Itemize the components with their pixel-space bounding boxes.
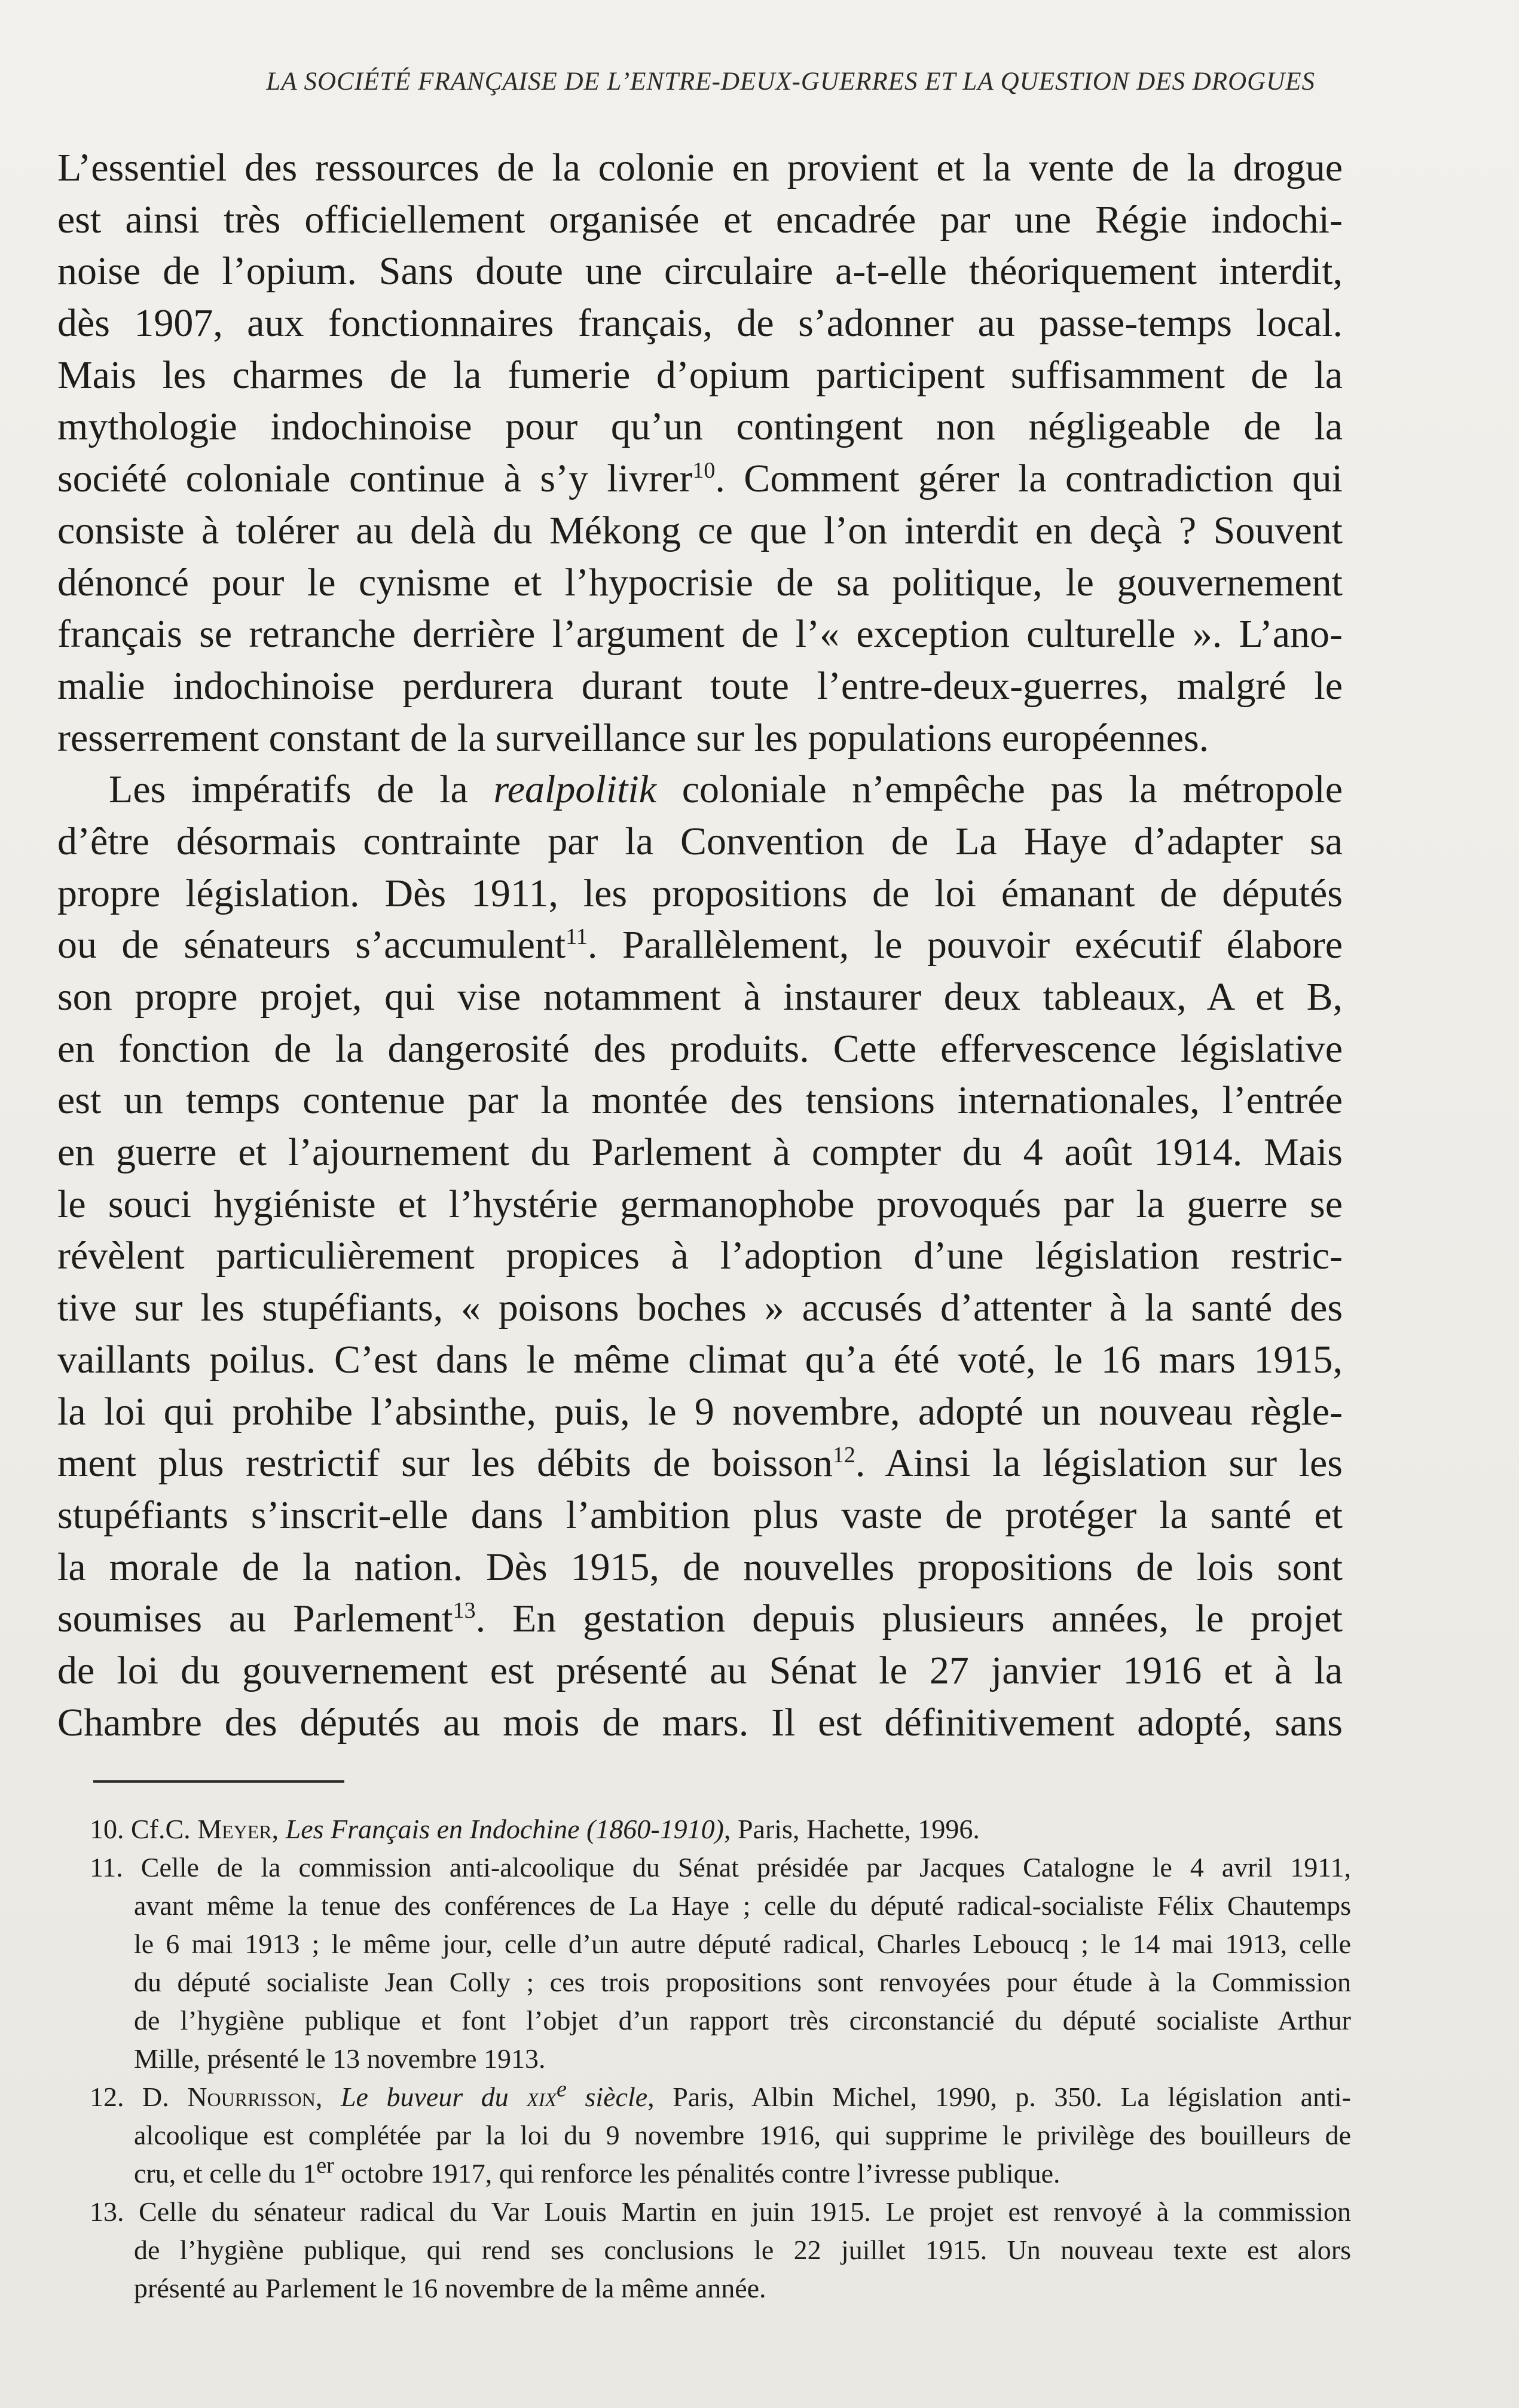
footnote-12-line xyxy=(90,2155,1351,2193)
footnote-11-line: le 6 mai 1913 ; le même jour, celle d’un autre député radical, Charles Leboucq ; le 14 mai 1913, celle xyxy=(134,1929,1351,1959)
note-text: , Paris, Albin Michel, 1990, p. 350. La législation anti- xyxy=(647,2082,1351,2112)
body-line: le souci hygiéniste et l’hystérie germanophobe provoqués par la guerre se xyxy=(57,1182,1343,1226)
text-run: . En gestation depuis plusieurs années, le projet xyxy=(475,1597,1343,1641)
body-line: en guerre et l’ajournement du Parlement à compter du 4 août 1914. Mais xyxy=(57,1130,1343,1175)
body-line: dénoncé pour le cynisme et l’hypocrisie de sa politique, le gouvernement xyxy=(57,560,1343,604)
footnote-12-line: alcoolique est complétée par la loi du 9 novembre 1916, qui supprime le privilège des bouilleurs de xyxy=(134,2120,1351,2150)
note-text: cru, et celle du 1 xyxy=(134,2158,317,2189)
body-line: la morale de la nation. Dès 1915, de nouvelles propositions de lois sont xyxy=(57,1545,1343,1589)
note-text: octobre 1917, qui renforce les pénalités contre l’ivresse publique. xyxy=(334,2158,1060,2189)
body-line: consiste à tolérer au delà du Mékong ce que l’on interdit en deçà ? Souvent xyxy=(57,508,1343,552)
body-line: vaillants poilus. C’est dans le même climat qu’a été voté, le 16 mars 1915, xyxy=(57,1337,1343,1382)
footnotes xyxy=(90,1810,1351,2308)
text-run: société coloniale continue à s’y livrer xyxy=(57,457,693,501)
body-line: est un temps contenue par la montée des tensions internationales, l’entrée xyxy=(57,1078,1343,1123)
body-line: Chambre des députés au mois de mars. Il est définitivement adopté, sans xyxy=(57,1700,1343,1744)
body-line: la loi qui prohibe l’absinthe, puis, le 9 novembre, adopté un nouveau règle- xyxy=(57,1389,1343,1434)
body-line: dès 1907, aux fonctionnaires français, de s’adonner au passe-temps local. xyxy=(57,301,1343,346)
text-run: . Comment gérer la contradiction qui xyxy=(715,457,1343,501)
body-line xyxy=(57,764,1343,816)
footnote-13: 13. Celle du sénateur radical du Var Louis Martin en juin 1915. Le projet est renvoyé à la commission xyxy=(90,2196,1351,2227)
body-line: stupéfiants s’inscrit-elle dans l’ambition plus vaste de protéger la santé et xyxy=(57,1493,1343,1537)
author-name: Nourrisson xyxy=(187,2082,316,2112)
body-line xyxy=(57,919,1343,971)
body-line xyxy=(57,1438,1343,1490)
body-line: resserrement constant de la surveillance sur les populations européennes. xyxy=(57,716,1209,760)
footnote-11-line: du député socialiste Jean Colly ; ces trois propositions sont renvoyées pour étude à la Commission xyxy=(134,1967,1351,1997)
body-line xyxy=(57,1593,1343,1645)
note-number: 10. Cf.C. xyxy=(90,1814,198,1844)
footnote-13-line: présenté au Parlement le 16 novembre de la même année. xyxy=(134,2273,766,2303)
body-line: son propre projet, qui vise notamment à instaurer deux tableaux, A et B, xyxy=(57,975,1343,1019)
italic-term: realpolitik xyxy=(493,768,657,812)
body-line: révèlent particulièrement propices à l’adoption d’une législation restric- xyxy=(57,1234,1343,1278)
footnote-11-line: avant même la tenue des conférences de La Haye ; celle du député radical-socialiste Félix Chautemps xyxy=(134,1890,1351,1921)
text-run: . Parallèlement, le pouvoir exécutif élabore xyxy=(587,923,1343,967)
body-line: est ainsi très officiellement organisée et encadrée par une Régie indochi- xyxy=(57,197,1343,242)
text-run: Les impératifs de la xyxy=(109,768,468,812)
footnote-10: 10. Cf.C. Meyer, Les Français en Indochine (1860-1910), Paris, Hachette, 1996. xyxy=(90,1814,980,1844)
text-run: . Ainsi la législation sur les xyxy=(855,1441,1343,1486)
body-line: de loi du gouvernement est présenté au Sénat le 27 janvier 1916 et à la xyxy=(57,1648,1343,1692)
footnote-13-line: de l’hygiène publique, qui rend ses conclusions le 22 juillet 1915. Un nouveau texte est alors xyxy=(134,2235,1351,2265)
title-century: xix xyxy=(527,2082,557,2112)
footnote-rule xyxy=(93,1780,344,1783)
footnote-ref-11[interactable]: 11 xyxy=(566,924,588,950)
text-run: soumises au Parlement xyxy=(57,1597,453,1641)
body-text xyxy=(57,142,1343,1749)
text-run: ment plus restrictif sur les débits de boisson xyxy=(57,1441,833,1486)
body-line: noise de l’opium. Sans doute une circulaire a-t-elle théoriquement interdit, xyxy=(57,249,1343,294)
body-line: mythologie indochinoise pour qu’un contingent non négligeable de la xyxy=(57,405,1343,449)
title-part: Le buveur du xyxy=(340,2082,527,2112)
footnote-ref-12[interactable]: 12 xyxy=(832,1443,855,1468)
footnote-ref-13[interactable]: 13 xyxy=(453,1598,476,1624)
text-run: ou de sénateurs s’accumulent xyxy=(57,923,566,967)
body-line: en fonction de la dangerosité des produits. Cette effervescence législative xyxy=(57,1026,1343,1071)
title-part: siècle xyxy=(566,2082,648,2112)
running-head: LA SOCIÉTÉ FRANÇAISE DE L’ENTRE-DEUX-GUERRES ET LA QUESTION DES DROGUES xyxy=(266,68,1315,96)
footnote-ref-10[interactable]: 10 xyxy=(692,458,716,484)
body-line: Mais les charmes de la fumerie d’opium participent suffisamment de la xyxy=(57,353,1343,397)
book-title xyxy=(340,2078,648,2112)
footnote-11-line: Mille, présenté le 13 novembre 1913. xyxy=(134,2043,546,2074)
author-name: Meyer xyxy=(197,1814,272,1844)
body-line: malie indochinoise perdurera durant toute l’entre-deux-guerres, malgré le xyxy=(57,664,1343,708)
body-line: tive sur les stupéfiants, « poisons boches » accusés d’attenter à la santé des xyxy=(57,1286,1343,1330)
note-number: 12. D. xyxy=(90,2082,188,2112)
title-sup: e xyxy=(557,2078,567,2102)
body-line: d’être désormais contrainte par la Convention de La Haye d’adapter sa xyxy=(57,819,1343,863)
footnote-12: 12. D. Nourrisson, Le buveur du xix$^e$ siècle, Paris, Albin Michel, 1990, p. 350. La législation anti- xyxy=(90,2078,1351,2116)
ordinal-sup: er xyxy=(316,2155,334,2178)
note-text: , Paris, Hachette, 1996. xyxy=(723,1814,980,1844)
body-line: propre législation. Dès 1911, les propositions de loi émanant de députés xyxy=(57,871,1343,915)
body-line: français se retranche derrière l’argument de l’« exception culturelle ». L’ano- xyxy=(57,612,1343,656)
footnote-11: 11. Celle de la commission anti-alcoolique du Sénat présidée par Jacques Catalogne le 4 avril 1911, xyxy=(90,1852,1351,1883)
text-run: coloniale n’empêche pas la métropole xyxy=(656,768,1343,812)
body-line: L’essentiel des ressources de la colonie en provient et la vente de la drogue xyxy=(57,146,1343,190)
book-title: Les Français en Indochine (1860-1910) xyxy=(285,1814,724,1844)
footnote-11-line: de l’hygiène publique et font l’objet d’un rapport très circonstancié du député socialiste Arthur xyxy=(134,2005,1351,2036)
body-line xyxy=(57,453,1343,505)
